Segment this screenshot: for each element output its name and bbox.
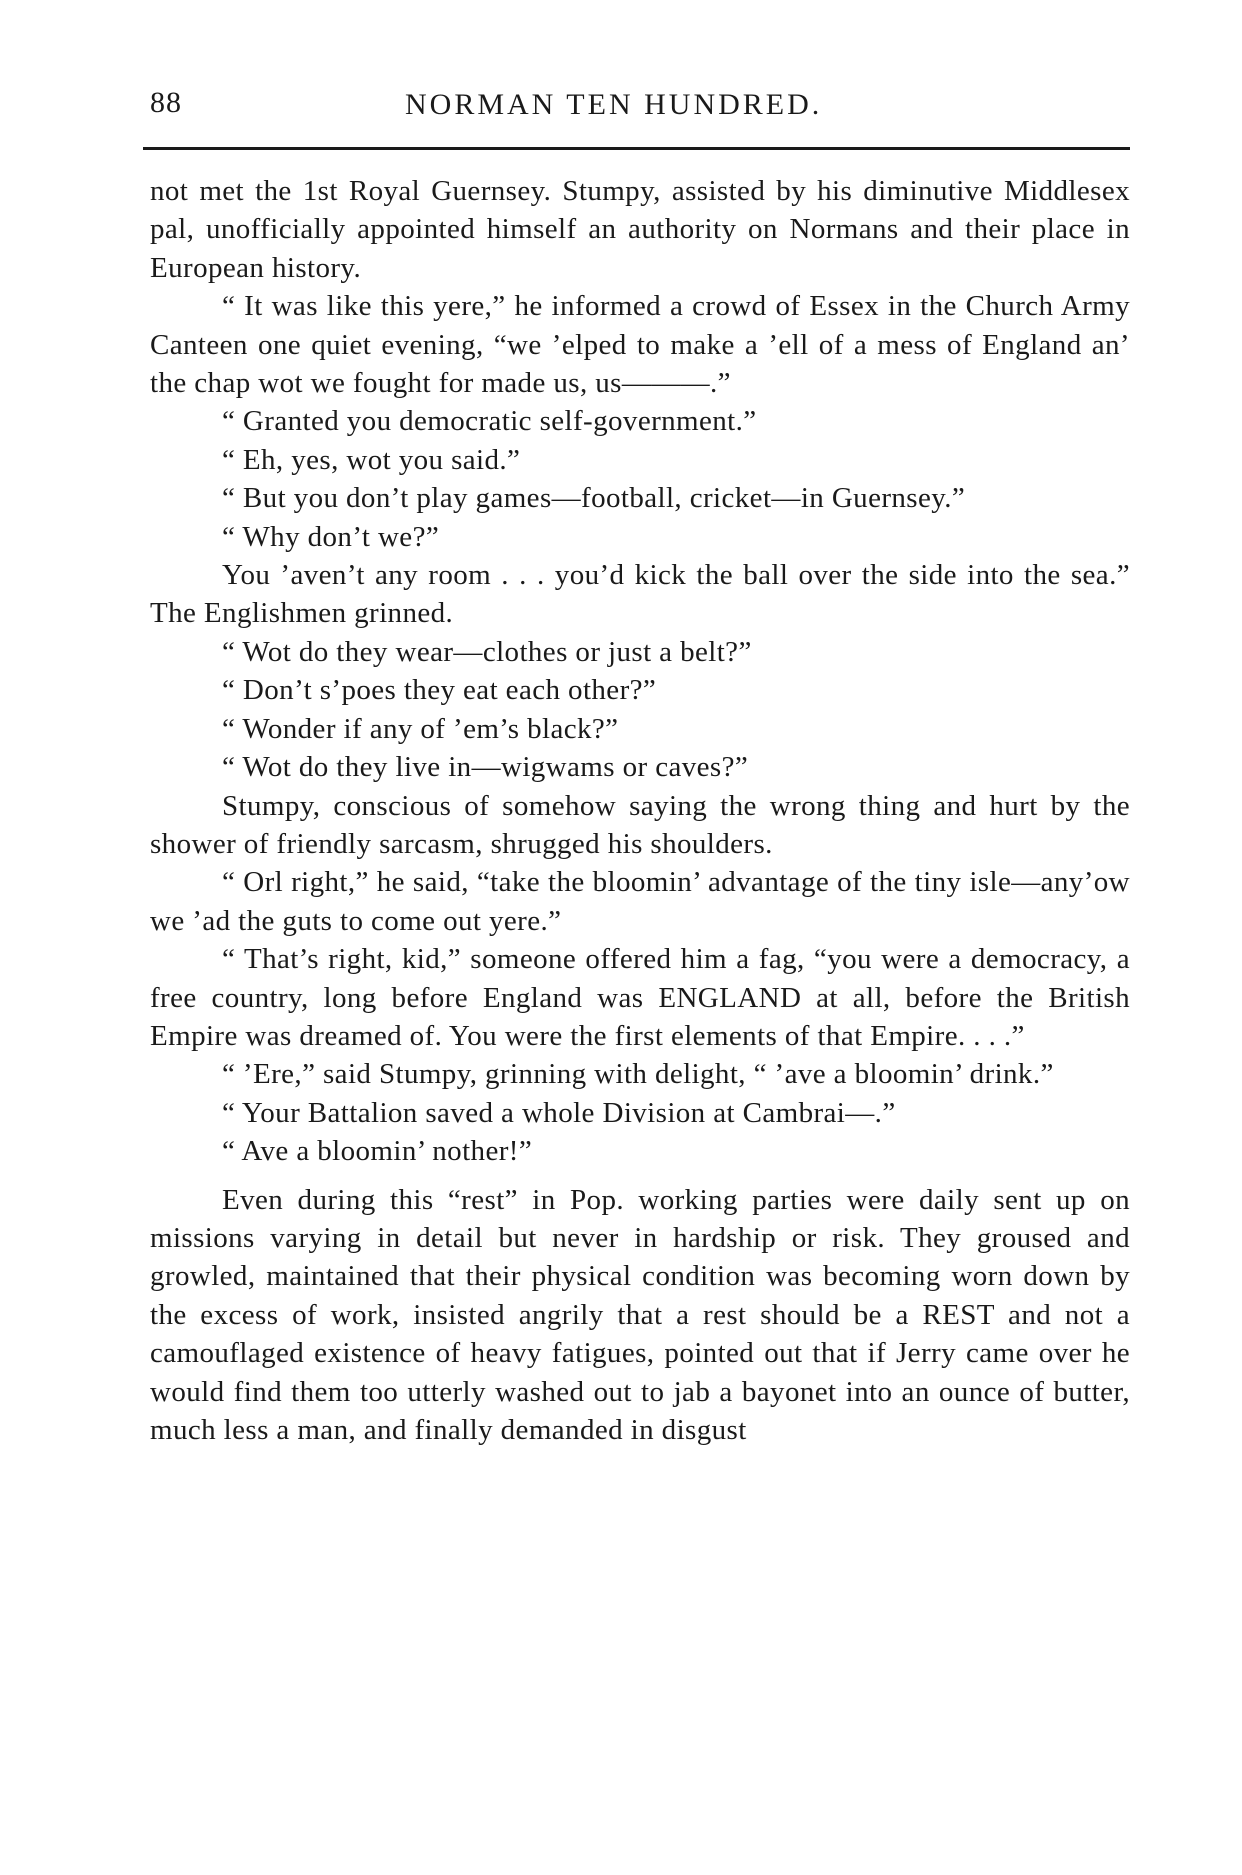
paragraph: “ Wot do they live in—wigwams or caves?” — [222, 751, 749, 784]
paragraph: “ Eh, yes, wot you said.” — [222, 443, 521, 476]
page-number: 88 — [150, 86, 182, 119]
paragraph: You ’aven’t any room . . . you’d kick the ball over the side into the sea.” The Englishmen grinned. — [150, 559, 1130, 630]
paragraph: “ Why don’t we?” — [222, 520, 440, 553]
paragraph: “ Granted you democratic self-government.” — [222, 405, 757, 438]
paragraph: “ But you don’t play games—football, cricket—in Guernsey.” — [222, 482, 966, 515]
paragraph: “ Orl right,” he said, “take the bloomin’ advantage of the tiny isle—any’ow we ’ad the guts to come out yere.” — [150, 866, 1130, 937]
paragraph: “ Wonder if any of ’em’s black?” — [222, 712, 619, 745]
paragraph: “ That’s right, kid,” someone offered him a fag, “you were a democracy, a free country, long before England was ENGLAND at all, before the British Empire was dreamed of. You were the first elements of that Empire. . . .” — [150, 943, 1130, 1052]
body-text — [150, 172, 1130, 1449]
paragraph: “ Your Battalion saved a whole Division at Cambrai—.” — [222, 1096, 896, 1129]
paragraph: “ Wot do they wear—clothes or just a belt?” — [222, 635, 752, 668]
paragraph: “ Ave a bloomin’ nother!” — [222, 1135, 533, 1168]
paragraph: not met the 1st Royal Guernsey. Stumpy, assisted by his diminutive Middlesex pal, unofficially appointed himself an authority on Normans and their place in European history. — [150, 175, 1130, 284]
paragraph: Even during this “rest” in Pop. working parties were daily sent up on missions varying in detail but never in hardship or risk. They groused and growled, maintained that their physical condition was becoming worn down by the excess of work, insisted angrily that a rest should be a REST and not a camouflaged existence of heavy fatigues, pointed out that if Jerry came over he would find them too utterly washed out to jab a bayonet into an ounce of butter, much less a man, and finally demanded in disgust — [150, 1183, 1130, 1446]
paragraph: “ It was like this yere,” he informed a crowd of Essex in the Church Army Canteen one quiet evening, “we ’elped to make a ’ell of a mess of England an’ the chap wot we fought for made us, us———.” — [150, 290, 1130, 400]
running-title: NORMAN TEN HUNDRED. — [405, 88, 823, 121]
page-header — [150, 86, 1130, 132]
header-rule — [143, 147, 1130, 150]
paragraph: “ Don’t s’poes they eat each other?” — [222, 674, 657, 707]
paragraph: “ ’Ere,” said Stumpy, grinning with delight, “ ’ave a bloomin’ drink.” — [222, 1058, 1054, 1091]
paragraph: Stumpy, conscious of somehow saying the wrong thing and hurt by the shower of friendly sarcasm, shrugged his shoulders. — [150, 789, 1130, 860]
